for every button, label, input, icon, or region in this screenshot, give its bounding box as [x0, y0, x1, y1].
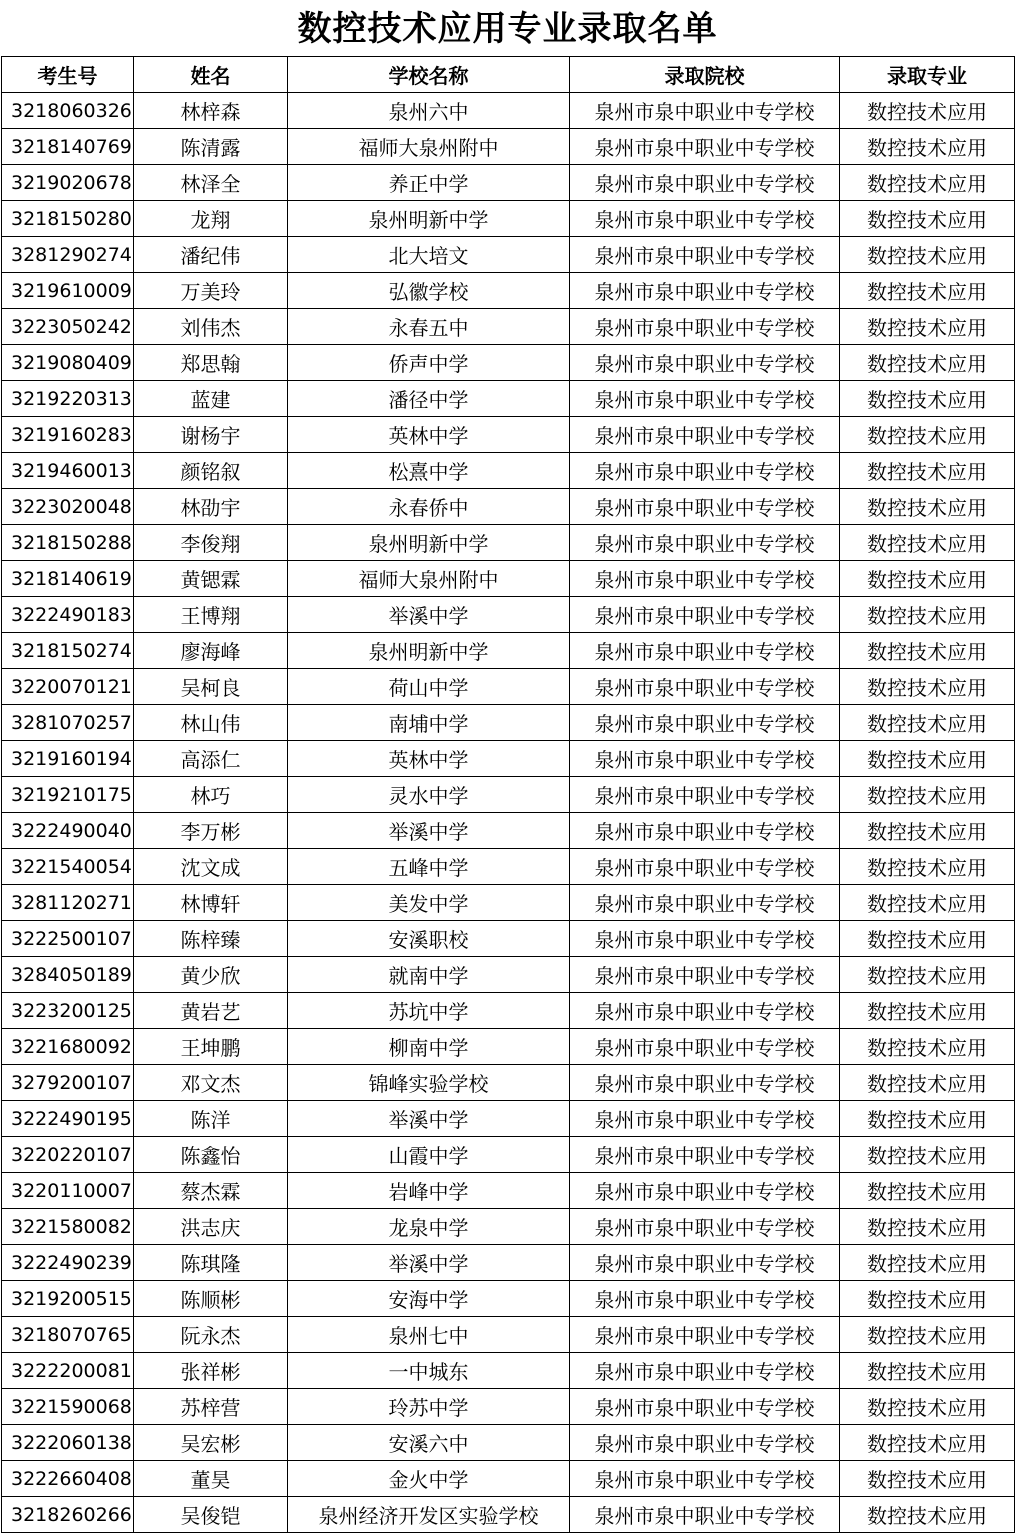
- cell-major: 数控技术应用: [840, 633, 1015, 669]
- cell-school: 五峰中学: [288, 849, 570, 885]
- cell-exam-number: 3218060326: [2, 93, 134, 129]
- cell-major: 数控技术应用: [840, 1209, 1015, 1245]
- cell-exam-number: 3218140619: [2, 561, 134, 597]
- cell-exam-number: 3219220313: [2, 381, 134, 417]
- cell-exam-number: 3219610009: [2, 273, 134, 309]
- cell-major: 数控技术应用: [840, 417, 1015, 453]
- cell-school: 养正中学: [288, 165, 570, 201]
- table-row: [2, 1173, 1015, 1209]
- cell-admitting-school: 泉州市泉中职业中专学校: [570, 957, 840, 993]
- cell-major: 数控技术应用: [840, 849, 1015, 885]
- cell-school: 英林中学: [288, 417, 570, 453]
- cell-exam-number: 3221540054: [2, 849, 134, 885]
- cell-exam-number: 3281070257: [2, 705, 134, 741]
- table-row: [2, 705, 1015, 741]
- table-row: [2, 1425, 1015, 1461]
- cell-admitting-school: 泉州市泉中职业中专学校: [570, 1137, 840, 1173]
- cell-name: 林泽全: [134, 165, 288, 201]
- cell-major: 数控技术应用: [840, 1101, 1015, 1137]
- cell-admitting-school: 泉州市泉中职业中专学校: [570, 597, 840, 633]
- cell-name: 林博轩: [134, 885, 288, 921]
- cell-admitting-school: 泉州市泉中职业中专学校: [570, 1317, 840, 1353]
- cell-name: 王博翔: [134, 597, 288, 633]
- cell-exam-number: 3222490040: [2, 813, 134, 849]
- cell-exam-number: 3218150288: [2, 525, 134, 561]
- cell-name: 林巧: [134, 777, 288, 813]
- cell-exam-number: 3219460013: [2, 453, 134, 489]
- table-row: [2, 1461, 1015, 1497]
- cell-admitting-school: 泉州市泉中职业中专学校: [570, 417, 840, 453]
- table-row: [2, 957, 1015, 993]
- cell-major: 数控技术应用: [840, 1245, 1015, 1281]
- table-row: [2, 525, 1015, 561]
- cell-admitting-school: 泉州市泉中职业中专学校: [570, 1101, 840, 1137]
- cell-exam-number: 3222660408: [2, 1461, 134, 1497]
- cell-school: 永春侨中: [288, 489, 570, 525]
- cell-school: 泉州七中: [288, 1317, 570, 1353]
- cell-school: 举溪中学: [288, 1101, 570, 1137]
- cell-major: 数控技术应用: [840, 525, 1015, 561]
- cell-school: 侨声中学: [288, 345, 570, 381]
- cell-admitting-school: 泉州市泉中职业中专学校: [570, 921, 840, 957]
- cell-major: 数控技术应用: [840, 93, 1015, 129]
- header-name: 姓名: [134, 57, 288, 93]
- cell-name: 郑思翰: [134, 345, 288, 381]
- table-row: [2, 1245, 1015, 1281]
- cell-name: 林山伟: [134, 705, 288, 741]
- cell-exam-number: 3219160283: [2, 417, 134, 453]
- header-exam-number: 考生号: [2, 57, 134, 93]
- cell-name: 阮永杰: [134, 1317, 288, 1353]
- cell-school: 永春五中: [288, 309, 570, 345]
- cell-major: 数控技术应用: [840, 1461, 1015, 1497]
- cell-exam-number: 3223020048: [2, 489, 134, 525]
- cell-name: 李万彬: [134, 813, 288, 849]
- cell-admitting-school: 泉州市泉中职业中专学校: [570, 1065, 840, 1101]
- cell-name: 董昊: [134, 1461, 288, 1497]
- cell-admitting-school: 泉州市泉中职业中专学校: [570, 777, 840, 813]
- table-row: [2, 345, 1015, 381]
- cell-school: 安海中学: [288, 1281, 570, 1317]
- cell-admitting-school: 泉州市泉中职业中专学校: [570, 93, 840, 129]
- table-body: [2, 93, 1015, 1533]
- cell-name: 蓝建: [134, 381, 288, 417]
- cell-exam-number: 3284050189: [2, 957, 134, 993]
- table-row: [2, 1065, 1015, 1101]
- cell-exam-number: 3219020678: [2, 165, 134, 201]
- cell-school: 灵水中学: [288, 777, 570, 813]
- cell-exam-number: 3281120271: [2, 885, 134, 921]
- cell-name: 陈鑫怡: [134, 1137, 288, 1173]
- cell-admitting-school: 泉州市泉中职业中专学校: [570, 813, 840, 849]
- cell-name: 刘伟杰: [134, 309, 288, 345]
- cell-admitting-school: 泉州市泉中职业中专学校: [570, 633, 840, 669]
- table-row: [2, 1497, 1015, 1533]
- cell-name: 苏梓营: [134, 1389, 288, 1425]
- table-row: [2, 489, 1015, 525]
- cell-admitting-school: 泉州市泉中职业中专学校: [570, 129, 840, 165]
- cell-name: 黄锶霖: [134, 561, 288, 597]
- cell-admitting-school: 泉州市泉中职业中专学校: [570, 273, 840, 309]
- table-row: [2, 381, 1015, 417]
- cell-exam-number: 3218150274: [2, 633, 134, 669]
- table-row: [2, 813, 1015, 849]
- table-row: [2, 741, 1015, 777]
- cell-name: 颜铭叙: [134, 453, 288, 489]
- cell-admitting-school: 泉州市泉中职业中专学校: [570, 237, 840, 273]
- cell-school: 南埔中学: [288, 705, 570, 741]
- cell-name: 黄岩艺: [134, 993, 288, 1029]
- cell-name: 谢杨宇: [134, 417, 288, 453]
- cell-school: 英林中学: [288, 741, 570, 777]
- cell-school: 荷山中学: [288, 669, 570, 705]
- cell-exam-number: 3222500107: [2, 921, 134, 957]
- header-row: [2, 57, 1015, 93]
- cell-school: 一中城东: [288, 1353, 570, 1389]
- cell-major: 数控技术应用: [840, 1137, 1015, 1173]
- cell-exam-number: 3218140769: [2, 129, 134, 165]
- table-row: [2, 921, 1015, 957]
- header-school: 学校名称: [288, 57, 570, 93]
- cell-admitting-school: 泉州市泉中职业中专学校: [570, 669, 840, 705]
- cell-school: 松熹中学: [288, 453, 570, 489]
- header-major: 录取专业: [840, 57, 1015, 93]
- table-row: [2, 273, 1015, 309]
- page-title: 数控技术应用专业录取名单: [297, 9, 718, 49]
- cell-exam-number: 3222490195: [2, 1101, 134, 1137]
- cell-major: 数控技术应用: [840, 957, 1015, 993]
- cell-major: 数控技术应用: [840, 1425, 1015, 1461]
- cell-admitting-school: 泉州市泉中职业中专学校: [570, 1173, 840, 1209]
- cell-major: 数控技术应用: [840, 273, 1015, 309]
- table-row: [2, 1029, 1015, 1065]
- cell-major: 数控技术应用: [840, 489, 1015, 525]
- cell-name: 高添仁: [134, 741, 288, 777]
- cell-exam-number: 3218070765: [2, 1317, 134, 1353]
- cell-name: 王坤鹏: [134, 1029, 288, 1065]
- cell-school: 柳南中学: [288, 1029, 570, 1065]
- table-row: [2, 597, 1015, 633]
- cell-exam-number: 3220110007: [2, 1173, 134, 1209]
- cell-name: 陈琪隆: [134, 1245, 288, 1281]
- cell-major: 数控技术应用: [840, 1353, 1015, 1389]
- cell-major: 数控技术应用: [840, 309, 1015, 345]
- cell-major: 数控技术应用: [840, 993, 1015, 1029]
- cell-school: 北大培文: [288, 237, 570, 273]
- cell-admitting-school: 泉州市泉中职业中专学校: [570, 1245, 840, 1281]
- cell-major: 数控技术应用: [840, 165, 1015, 201]
- cell-admitting-school: 泉州市泉中职业中专学校: [570, 885, 840, 921]
- table-row: [2, 1281, 1015, 1317]
- cell-admitting-school: 泉州市泉中职业中专学校: [570, 705, 840, 741]
- cell-major: 数控技术应用: [840, 453, 1015, 489]
- cell-admitting-school: 泉州市泉中职业中专学校: [570, 849, 840, 885]
- cell-admitting-school: 泉州市泉中职业中专学校: [570, 993, 840, 1029]
- cell-major: 数控技术应用: [840, 129, 1015, 165]
- cell-exam-number: 3218150280: [2, 201, 134, 237]
- cell-school: 福师大泉州附中: [288, 129, 570, 165]
- table-row: [2, 561, 1015, 597]
- cell-admitting-school: 泉州市泉中职业中专学校: [570, 309, 840, 345]
- table-row: [2, 1209, 1015, 1245]
- cell-admitting-school: 泉州市泉中职业中专学校: [570, 1281, 840, 1317]
- cell-major: 数控技术应用: [840, 705, 1015, 741]
- cell-major: 数控技术应用: [840, 597, 1015, 633]
- cell-school: 泉州经济开发区实验学校: [288, 1497, 570, 1533]
- cell-name: 龙翔: [134, 201, 288, 237]
- cell-name: 林梓森: [134, 93, 288, 129]
- cell-exam-number: 3221580082: [2, 1209, 134, 1245]
- cell-admitting-school: 泉州市泉中职业中专学校: [570, 1461, 840, 1497]
- cell-name: 洪志庆: [134, 1209, 288, 1245]
- cell-major: 数控技术应用: [840, 885, 1015, 921]
- cell-name: 陈清露: [134, 129, 288, 165]
- cell-name: 吴宏彬: [134, 1425, 288, 1461]
- cell-exam-number: 3281290274: [2, 237, 134, 273]
- cell-name: 李俊翔: [134, 525, 288, 561]
- cell-exam-number: 3219210175: [2, 777, 134, 813]
- cell-name: 黄少欣: [134, 957, 288, 993]
- cell-name: 陈梓臻: [134, 921, 288, 957]
- cell-name: 廖海峰: [134, 633, 288, 669]
- cell-name: 邓文杰: [134, 1065, 288, 1101]
- cell-major: 数控技术应用: [840, 813, 1015, 849]
- cell-exam-number: 3220220107: [2, 1137, 134, 1173]
- cell-major: 数控技术应用: [840, 1281, 1015, 1317]
- cell-name: 万美玲: [134, 273, 288, 309]
- cell-admitting-school: 泉州市泉中职业中专学校: [570, 1353, 840, 1389]
- cell-school: 就南中学: [288, 957, 570, 993]
- cell-school: 美发中学: [288, 885, 570, 921]
- cell-major: 数控技术应用: [840, 1065, 1015, 1101]
- cell-school: 安溪六中: [288, 1425, 570, 1461]
- table-row: [2, 669, 1015, 705]
- cell-major: 数控技术应用: [840, 381, 1015, 417]
- cell-exam-number: 3279200107: [2, 1065, 134, 1101]
- admission-table: [1, 56, 1015, 1533]
- cell-admitting-school: 泉州市泉中职业中专学校: [570, 489, 840, 525]
- cell-school: 福师大泉州附中: [288, 561, 570, 597]
- cell-school: 苏坑中学: [288, 993, 570, 1029]
- cell-school: 金火中学: [288, 1461, 570, 1497]
- table-row: [2, 1101, 1015, 1137]
- table-row: [2, 201, 1015, 237]
- cell-name: 张祥彬: [134, 1353, 288, 1389]
- cell-admitting-school: 泉州市泉中职业中专学校: [570, 525, 840, 561]
- table-row: [2, 1317, 1015, 1353]
- cell-exam-number: 3222490183: [2, 597, 134, 633]
- cell-school: 玲苏中学: [288, 1389, 570, 1425]
- table-row: [2, 1137, 1015, 1173]
- cell-exam-number: 3223050242: [2, 309, 134, 345]
- cell-major: 数控技术应用: [840, 561, 1015, 597]
- cell-exam-number: 3219200515: [2, 1281, 134, 1317]
- cell-school: 弘徽学校: [288, 273, 570, 309]
- cell-school: 泉州六中: [288, 93, 570, 129]
- cell-exam-number: 3219080409: [2, 345, 134, 381]
- cell-name: 吴俊铠: [134, 1497, 288, 1533]
- cell-school: 龙泉中学: [288, 1209, 570, 1245]
- cell-school: 锦峰实验学校: [288, 1065, 570, 1101]
- cell-name: 沈文成: [134, 849, 288, 885]
- cell-admitting-school: 泉州市泉中职业中专学校: [570, 1497, 840, 1533]
- cell-name: 蔡杰霖: [134, 1173, 288, 1209]
- cell-exam-number: 3220070121: [2, 669, 134, 705]
- table-row: [2, 633, 1015, 669]
- cell-exam-number: 3218260266: [2, 1497, 134, 1533]
- cell-major: 数控技术应用: [840, 921, 1015, 957]
- cell-school: 山霞中学: [288, 1137, 570, 1173]
- cell-major: 数控技术应用: [840, 1497, 1015, 1533]
- cell-admitting-school: 泉州市泉中职业中专学校: [570, 1389, 840, 1425]
- table-row: [2, 165, 1015, 201]
- cell-admitting-school: 泉州市泉中职业中专学校: [570, 741, 840, 777]
- table-row: [2, 417, 1015, 453]
- cell-name: 林劭宇: [134, 489, 288, 525]
- cell-admitting-school: 泉州市泉中职业中专学校: [570, 381, 840, 417]
- cell-exam-number: 3223200125: [2, 993, 134, 1029]
- cell-admitting-school: 泉州市泉中职业中专学校: [570, 1029, 840, 1065]
- cell-major: 数控技术应用: [840, 1389, 1015, 1425]
- cell-admitting-school: 泉州市泉中职业中专学校: [570, 201, 840, 237]
- cell-exam-number: 3219160194: [2, 741, 134, 777]
- cell-major: 数控技术应用: [840, 741, 1015, 777]
- cell-school: 泉州明新中学: [288, 525, 570, 561]
- cell-admitting-school: 泉州市泉中职业中专学校: [570, 165, 840, 201]
- table-row: [2, 453, 1015, 489]
- cell-name: 陈洋: [134, 1101, 288, 1137]
- table-row: [2, 993, 1015, 1029]
- cell-admitting-school: 泉州市泉中职业中专学校: [570, 345, 840, 381]
- cell-admitting-school: 泉州市泉中职业中专学校: [570, 1209, 840, 1245]
- cell-exam-number: 3222060138: [2, 1425, 134, 1461]
- cell-major: 数控技术应用: [840, 345, 1015, 381]
- cell-school: 泉州明新中学: [288, 201, 570, 237]
- cell-exam-number: 3221590068: [2, 1389, 134, 1425]
- cell-school: 岩峰中学: [288, 1173, 570, 1209]
- table-row: [2, 1353, 1015, 1389]
- cell-major: 数控技术应用: [840, 1317, 1015, 1353]
- cell-admitting-school: 泉州市泉中职业中专学校: [570, 561, 840, 597]
- cell-school: 泉州明新中学: [288, 633, 570, 669]
- table-row: [2, 885, 1015, 921]
- table-row: [2, 849, 1015, 885]
- cell-school: 举溪中学: [288, 597, 570, 633]
- cell-major: 数控技术应用: [840, 669, 1015, 705]
- cell-major: 数控技术应用: [840, 1173, 1015, 1209]
- cell-school: 安溪职校: [288, 921, 570, 957]
- cell-exam-number: 3222200081: [2, 1353, 134, 1389]
- cell-school: 举溪中学: [288, 813, 570, 849]
- cell-admitting-school: 泉州市泉中职业中专学校: [570, 1425, 840, 1461]
- table-row: [2, 129, 1015, 165]
- table-row: [2, 93, 1015, 129]
- header-admitting-school: 录取院校: [570, 57, 840, 93]
- cell-admitting-school: 泉州市泉中职业中专学校: [570, 453, 840, 489]
- cell-name: 吴柯良: [134, 669, 288, 705]
- table-row: [2, 1389, 1015, 1425]
- cell-major: 数控技术应用: [840, 237, 1015, 273]
- cell-major: 数控技术应用: [840, 1029, 1015, 1065]
- cell-major: 数控技术应用: [840, 777, 1015, 813]
- cell-exam-number: 3221680092: [2, 1029, 134, 1065]
- table-row: [2, 777, 1015, 813]
- table-row: [2, 309, 1015, 345]
- cell-name: 陈顺彬: [134, 1281, 288, 1317]
- cell-major: 数控技术应用: [840, 201, 1015, 237]
- cell-school: 潘径中学: [288, 381, 570, 417]
- cell-school: 举溪中学: [288, 1245, 570, 1281]
- cell-name: 潘纪伟: [134, 237, 288, 273]
- cell-exam-number: 3222490239: [2, 1245, 134, 1281]
- table-row: [2, 237, 1015, 273]
